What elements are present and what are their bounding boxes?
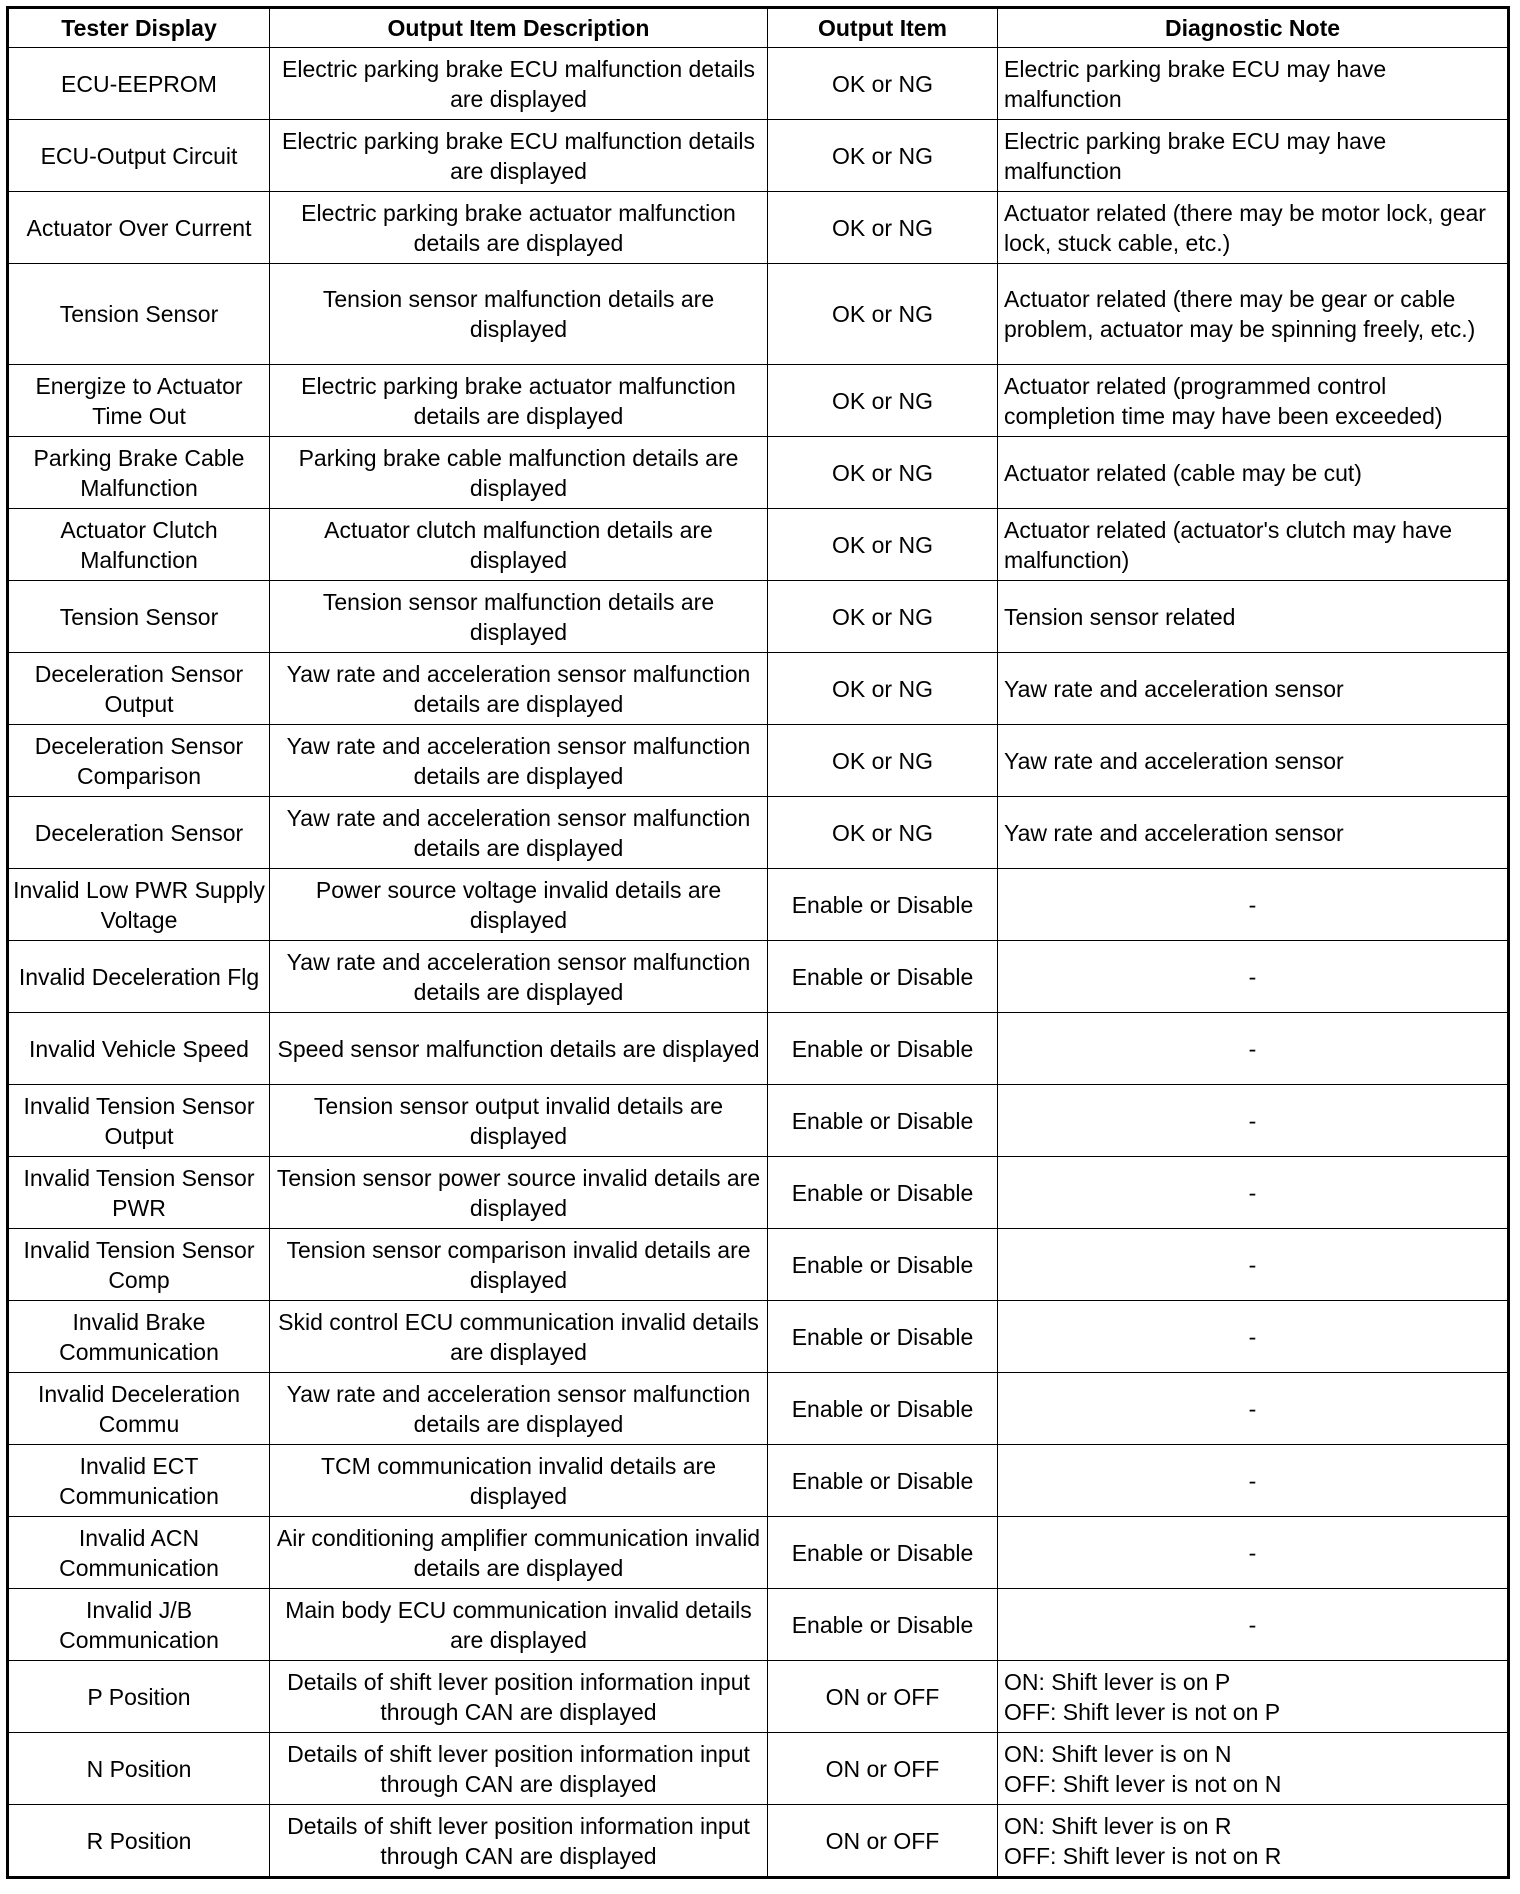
note-on-line: ON: Shift lever is on P xyxy=(1004,1668,1231,1695)
cell-output-item: Enable or Disable xyxy=(768,1229,998,1301)
table-row xyxy=(8,1229,1509,1301)
note-off-line: OFF: Shift lever is not on R xyxy=(1004,1842,1282,1869)
table-row xyxy=(8,1733,1509,1805)
cell-output-description: Tension sensor malfunction details are displayed xyxy=(270,264,768,365)
note-off-line: OFF: Shift lever is not on P xyxy=(1004,1698,1281,1725)
table-row xyxy=(8,1085,1509,1157)
cell-output-item: OK or NG xyxy=(768,192,998,264)
note-on-line: ON: Shift lever is on R xyxy=(1004,1812,1232,1839)
cell-tester-display: Actuator Clutch Malfunction xyxy=(8,509,270,581)
header-tester-display: Tester Display xyxy=(8,8,270,48)
cell-output-description: Electric parking brake ECU malfunction details are displayed xyxy=(270,120,768,192)
diagnostic-table-container xyxy=(6,6,1510,1879)
cell-output-item: OK or NG xyxy=(768,581,998,653)
table-row xyxy=(8,365,1509,437)
table-row xyxy=(8,264,1509,365)
data-list-table xyxy=(6,6,1510,1879)
cell-diagnostic-note: Yaw rate and acceleration sensor xyxy=(998,797,1509,869)
cell-diagnostic-note: - xyxy=(998,1517,1509,1589)
table-row xyxy=(8,725,1509,797)
cell-output-description: Yaw rate and acceleration sensor malfunction details are displayed xyxy=(270,1373,768,1445)
cell-tester-display: Parking Brake Cable Malfunction xyxy=(8,437,270,509)
cell-diagnostic-note: - xyxy=(998,1013,1509,1085)
table-row xyxy=(8,48,1509,120)
cell-diagnostic-note: Electric parking brake ECU may have malfunction xyxy=(998,120,1509,192)
cell-output-description: Speed sensor malfunction details are displayed xyxy=(270,1013,768,1085)
cell-diagnostic-note: Actuator related (programmed control completion time may have been exceeded) xyxy=(998,365,1509,437)
cell-output-item: Enable or Disable xyxy=(768,941,998,1013)
cell-output-item: Enable or Disable xyxy=(768,1157,998,1229)
table-row xyxy=(8,1373,1509,1445)
cell-output-description: Main body ECU communication invalid details are displayed xyxy=(270,1589,768,1661)
cell-diagnostic-note: Yaw rate and acceleration sensor xyxy=(998,725,1509,797)
cell-output-item: Enable or Disable xyxy=(768,869,998,941)
cell-diagnostic-note: Actuator related (cable may be cut) xyxy=(998,437,1509,509)
cell-diagnostic-note: - xyxy=(998,869,1509,941)
cell-output-description: Tension sensor malfunction details are displayed xyxy=(270,581,768,653)
cell-output-description: Tension sensor comparison invalid details are displayed xyxy=(270,1229,768,1301)
cell-diagnostic-note: - xyxy=(998,1085,1509,1157)
cell-output-item: ON or OFF xyxy=(768,1733,998,1805)
cell-output-description: Tension sensor power source invalid details are displayed xyxy=(270,1157,768,1229)
cell-output-item: Enable or Disable xyxy=(768,1445,998,1517)
cell-output-description: Tension sensor output invalid details are displayed xyxy=(270,1085,768,1157)
cell-tester-display: Invalid ECT Communication xyxy=(8,1445,270,1517)
cell-output-description: Parking brake cable malfunction details are displayed xyxy=(270,437,768,509)
table-row xyxy=(8,1445,1509,1517)
table-row xyxy=(8,1517,1509,1589)
table-row xyxy=(8,869,1509,941)
cell-diagnostic-note: - xyxy=(998,1589,1509,1661)
cell-output-description: Yaw rate and acceleration sensor malfunction details are displayed xyxy=(270,797,768,869)
cell-tester-display: Tension Sensor xyxy=(8,264,270,365)
cell-tester-display: Invalid Deceleration Flg xyxy=(8,941,270,1013)
cell-tester-display: ECU-EEPROM xyxy=(8,48,270,120)
cell-output-item: OK or NG xyxy=(768,48,998,120)
table-row xyxy=(8,797,1509,869)
cell-diagnostic-note: Actuator related (actuator's clutch may have malfunction) xyxy=(998,509,1509,581)
cell-diagnostic-note xyxy=(998,1661,1509,1733)
cell-output-item: OK or NG xyxy=(768,437,998,509)
cell-tester-display: Invalid J/B Communication xyxy=(8,1589,270,1661)
cell-output-item: ON or OFF xyxy=(768,1805,998,1878)
cell-output-description: Yaw rate and acceleration sensor malfunction details are displayed xyxy=(270,653,768,725)
cell-diagnostic-note: Electric parking brake ECU may have malfunction xyxy=(998,48,1509,120)
table-row xyxy=(8,941,1509,1013)
cell-output-item: OK or NG xyxy=(768,509,998,581)
cell-output-item: Enable or Disable xyxy=(768,1373,998,1445)
cell-diagnostic-note: - xyxy=(998,1157,1509,1229)
cell-diagnostic-note: Actuator related (there may be gear or cable problem, actuator may be spinning freely, etc.) xyxy=(998,264,1509,365)
cell-output-item: OK or NG xyxy=(768,797,998,869)
cell-output-item: Enable or Disable xyxy=(768,1517,998,1589)
cell-diagnostic-note: - xyxy=(998,1445,1509,1517)
table-row xyxy=(8,1301,1509,1373)
cell-tester-display: Tension Sensor xyxy=(8,581,270,653)
table-row xyxy=(8,1013,1509,1085)
cell-tester-display: Invalid Tension Sensor Comp xyxy=(8,1229,270,1301)
cell-output-description: Details of shift lever position information input through CAN are displayed xyxy=(270,1805,768,1878)
cell-output-description: Electric parking brake actuator malfunction details are displayed xyxy=(270,192,768,264)
cell-tester-display: R Position xyxy=(8,1805,270,1878)
cell-tester-display: Deceleration Sensor Output xyxy=(8,653,270,725)
cell-diagnostic-note: - xyxy=(998,1373,1509,1445)
cell-diagnostic-note xyxy=(998,1733,1509,1805)
cell-output-description: Yaw rate and acceleration sensor malfunction details are displayed xyxy=(270,941,768,1013)
cell-diagnostic-note xyxy=(998,1805,1509,1878)
cell-tester-display: N Position xyxy=(8,1733,270,1805)
cell-output-item: ON or OFF xyxy=(768,1661,998,1733)
cell-output-description: Yaw rate and acceleration sensor malfunction details are displayed xyxy=(270,725,768,797)
cell-tester-display: Invalid Tension Sensor PWR xyxy=(8,1157,270,1229)
table-row xyxy=(8,1805,1509,1878)
cell-output-item: Enable or Disable xyxy=(768,1589,998,1661)
table-row xyxy=(8,437,1509,509)
cell-output-description: Details of shift lever position information input through CAN are displayed xyxy=(270,1733,768,1805)
cell-tester-display: P Position xyxy=(8,1661,270,1733)
cell-tester-display: Actuator Over Current xyxy=(8,192,270,264)
cell-output-item: OK or NG xyxy=(768,653,998,725)
table-row xyxy=(8,192,1509,264)
table-row xyxy=(8,1157,1509,1229)
cell-output-item: Enable or Disable xyxy=(768,1085,998,1157)
cell-diagnostic-note: - xyxy=(998,1229,1509,1301)
cell-tester-display: Invalid Low PWR Supply Voltage xyxy=(8,869,270,941)
table-row xyxy=(8,1589,1509,1661)
cell-output-item: Enable or Disable xyxy=(768,1301,998,1373)
table-row xyxy=(8,1661,1509,1733)
cell-tester-display: Deceleration Sensor xyxy=(8,797,270,869)
table-row xyxy=(8,120,1509,192)
cell-tester-display: Invalid Vehicle Speed xyxy=(8,1013,270,1085)
table-row xyxy=(8,509,1509,581)
cell-output-item: Enable or Disable xyxy=(768,1013,998,1085)
table-row xyxy=(8,581,1509,653)
header-output-item-description: Output Item Description xyxy=(270,8,768,48)
cell-output-item: OK or NG xyxy=(768,365,998,437)
note-on-line: ON: Shift lever is on N xyxy=(1004,1740,1232,1767)
cell-diagnostic-note: Yaw rate and acceleration sensor xyxy=(998,653,1509,725)
cell-tester-display: Deceleration Sensor Comparison xyxy=(8,725,270,797)
cell-tester-display: Invalid Tension Sensor Output xyxy=(8,1085,270,1157)
cell-tester-display: ECU-Output Circuit xyxy=(8,120,270,192)
cell-diagnostic-note: - xyxy=(998,941,1509,1013)
header-diagnostic-note: Diagnostic Note xyxy=(998,8,1509,48)
cell-output-description: Skid control ECU communication invalid details are displayed xyxy=(270,1301,768,1373)
table-header-row xyxy=(8,8,1509,48)
cell-output-item: OK or NG xyxy=(768,120,998,192)
cell-diagnostic-note: Actuator related (there may be motor lock, gear lock, stuck cable, etc.) xyxy=(998,192,1509,264)
cell-output-description: Actuator clutch malfunction details are displayed xyxy=(270,509,768,581)
cell-tester-display: Invalid ACN Communication xyxy=(8,1517,270,1589)
cell-tester-display: Invalid Deceleration Commu xyxy=(8,1373,270,1445)
cell-output-description: TCM communication invalid details are displayed xyxy=(270,1445,768,1517)
cell-tester-display: Energize to Actuator Time Out xyxy=(8,365,270,437)
cell-output-description: Electric parking brake ECU malfunction details are displayed xyxy=(270,48,768,120)
cell-diagnostic-note: - xyxy=(998,1301,1509,1373)
cell-output-item: OK or NG xyxy=(768,725,998,797)
cell-output-description: Power source voltage invalid details are displayed xyxy=(270,869,768,941)
table-row xyxy=(8,653,1509,725)
cell-output-description: Electric parking brake actuator malfunction details are displayed xyxy=(270,365,768,437)
cell-diagnostic-note: Tension sensor related xyxy=(998,581,1509,653)
cell-output-description: Details of shift lever position information input through CAN are displayed xyxy=(270,1661,768,1733)
cell-tester-display: Invalid Brake Communication xyxy=(8,1301,270,1373)
note-off-line: OFF: Shift lever is not on N xyxy=(1004,1770,1282,1797)
cell-output-item: OK or NG xyxy=(768,264,998,365)
cell-output-description: Air conditioning amplifier communication invalid details are displayed xyxy=(270,1517,768,1589)
header-output-item: Output Item xyxy=(768,8,998,48)
